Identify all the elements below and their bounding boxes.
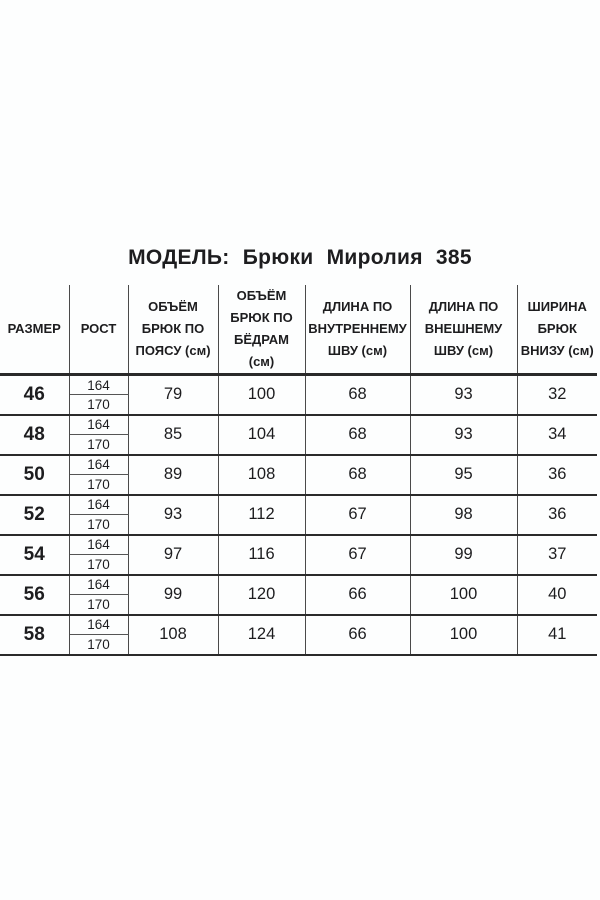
value-cell: 67	[305, 495, 410, 535]
value-cell: 67	[305, 535, 410, 575]
value-cell: 100	[410, 575, 517, 615]
size-cell: 48	[0, 415, 69, 455]
value-cell: 99	[410, 535, 517, 575]
value-cell: 66	[305, 615, 410, 655]
column-header-line: ВНИЗУ (см)	[520, 343, 594, 358]
value-cell: 120	[218, 575, 305, 615]
column-header-line: ДЛИНА ПО	[322, 299, 393, 314]
value-cell: 37	[517, 535, 597, 575]
table-row	[0, 415, 597, 435]
column-header-line: ШИРИНА	[527, 299, 587, 314]
value-cell: 108	[128, 615, 218, 655]
value-cell: 93	[410, 375, 517, 415]
column-header-line: РАЗМЕР	[7, 321, 61, 336]
column-header	[305, 285, 410, 375]
column-header-line: БЁДРАМ (см)	[233, 332, 290, 369]
value-cell: 124	[218, 615, 305, 655]
column-header-line: ШВУ (см)	[327, 343, 388, 358]
column-header-line: БРЮК ПО	[141, 321, 205, 336]
page-title: МОДЕЛЬ: Брюки Миролия 385	[128, 246, 472, 269]
value-cell: 93	[410, 415, 517, 455]
value-cell: 93	[128, 495, 218, 535]
size-group	[0, 575, 597, 615]
size-group	[0, 375, 597, 415]
value-cell: 100	[218, 375, 305, 415]
value-cell: 68	[305, 415, 410, 455]
height-cell: 164	[69, 535, 128, 555]
value-cell: 32	[517, 375, 597, 415]
column-header-line: ДЛИНА ПО	[428, 299, 499, 314]
size-group	[0, 615, 597, 655]
header-row	[0, 285, 597, 375]
value-cell: 116	[218, 535, 305, 575]
column-header-line: БРЮК ПО	[230, 310, 293, 325]
column-header	[218, 285, 305, 375]
value-cell: 68	[305, 455, 410, 495]
height-cell: 170	[87, 556, 110, 572]
column-header-line: БРЮК	[537, 321, 577, 336]
column-header-line: ШВУ (см)	[433, 343, 494, 358]
height-cell: 164	[69, 615, 128, 635]
height-cell: 164	[69, 415, 128, 435]
table-row	[0, 615, 597, 635]
column-header	[0, 285, 69, 375]
size-cell: 58	[0, 615, 69, 655]
value-cell: 68	[305, 375, 410, 415]
value-cell: 66	[305, 575, 410, 615]
table-row	[0, 375, 597, 395]
height-cell: 170	[87, 516, 110, 532]
column-header-line: РОСТ	[80, 321, 117, 336]
value-cell: 89	[128, 455, 218, 495]
table-row	[0, 455, 597, 475]
table-row	[0, 495, 597, 515]
value-cell: 95	[410, 455, 517, 495]
height-cell: 170	[87, 476, 110, 492]
column-header	[517, 285, 597, 375]
table-header	[0, 285, 597, 375]
table-row	[0, 535, 597, 555]
height-cell: 170	[87, 436, 110, 452]
value-cell: 79	[128, 375, 218, 415]
value-cell: 100	[410, 615, 517, 655]
value-cell: 112	[218, 495, 305, 535]
value-cell: 99	[128, 575, 218, 615]
value-cell: 85	[128, 415, 218, 455]
value-cell: 108	[218, 455, 305, 495]
height-cell: 170	[87, 396, 110, 412]
column-header-line: ВНЕШНЕМУ	[424, 321, 503, 336]
table-row	[0, 575, 597, 595]
height-cell: 164	[69, 455, 128, 475]
height-cell: 164	[69, 575, 128, 595]
column-header	[128, 285, 218, 375]
value-cell: 36	[517, 455, 597, 495]
size-group	[0, 535, 597, 575]
height-cell: 170	[87, 636, 110, 652]
size-group	[0, 415, 597, 455]
size-cell: 50	[0, 455, 69, 495]
value-cell: 40	[517, 575, 597, 615]
value-cell: 34	[517, 415, 597, 455]
size-cell: 56	[0, 575, 69, 615]
value-cell: 104	[218, 415, 305, 455]
column-header	[410, 285, 517, 375]
size-group	[0, 495, 597, 535]
column-header-line: ПОЯСУ (см)	[135, 343, 211, 358]
size-cell: 54	[0, 535, 69, 575]
value-cell: 41	[517, 615, 597, 655]
size-group	[0, 455, 597, 495]
size-cell: 52	[0, 495, 69, 535]
value-cell: 97	[128, 535, 218, 575]
size-table	[0, 285, 597, 656]
value-cell: 36	[517, 495, 597, 535]
column-header-line: ВНУТРЕННЕМУ	[308, 321, 407, 336]
column-header-line: ОБЪЁМ	[236, 288, 287, 303]
height-cell: 170	[87, 596, 110, 612]
height-cell: 164	[69, 375, 128, 395]
value-cell: 98	[410, 495, 517, 535]
column-header	[69, 285, 128, 375]
height-cell: 164	[69, 495, 128, 515]
size-cell: 46	[0, 375, 69, 415]
column-header-line: ОБЪЁМ	[148, 299, 198, 314]
